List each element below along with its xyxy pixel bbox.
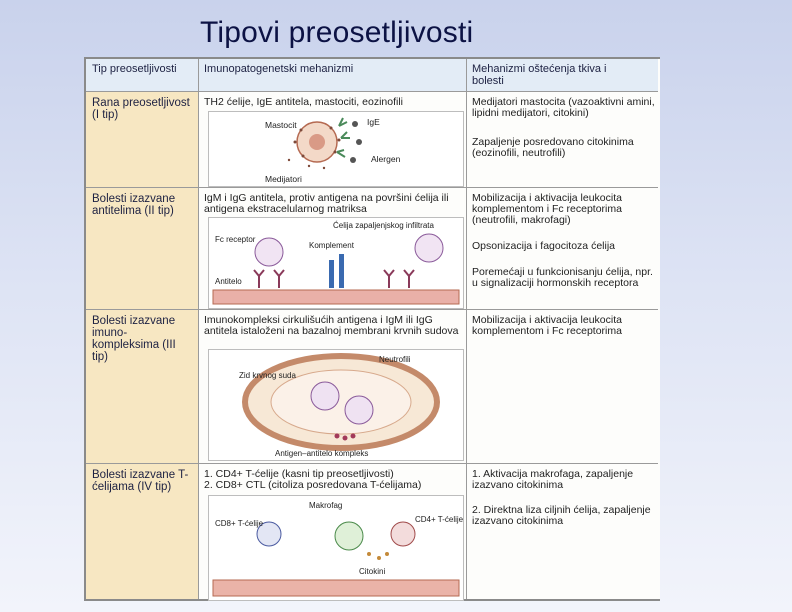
label-cd4-t-cells: CD4+ T-ćelije [415,515,463,524]
label-mastocyte: Mastocit [265,120,297,130]
column-divider [198,59,199,599]
row4-type: Bolesti izazvane T-ćelijama (IV tip) [92,469,189,493]
type2-diagram [208,217,464,309]
row4-mechanism-2: 2. CD8+ CTL (citoliza posredovana T-ćelijama) [204,479,422,491]
header-damage: Mehanizmi oštećenja tkiva i bolesti [472,63,607,87]
row3-damage-1: Mobilizacija i aktivacija leukocita komplementom i Fc receptorima [472,314,622,337]
leukocyte [255,238,283,266]
type4-diagram [208,495,464,601]
allergen-particles [350,121,362,163]
type1-diagram [208,111,464,187]
label-ige: IgE [367,117,380,127]
row2-mechanism: IgM i IgG antitela, protiv antigena na površini ćelija ili antigena ekstracelularnog matriksa [204,192,449,215]
label-antibody: Antitelo [215,277,242,286]
leukocyte [415,234,443,262]
label-allergen: Alergen [371,154,401,164]
row2-damage-2: Opsonizacija i fagocitoza ćelija [472,240,615,252]
mast-cell-nucleus [309,134,325,150]
t-cell-illustration [209,496,463,600]
label-vessel-wall: Zid krvnog suda [239,371,296,380]
row2-damage-3: Poremećaji u funkcionisanju ćelija, npr. u signalizaciji hormonskih receptora [472,266,653,289]
complement-molecules [329,254,344,288]
row4-damage-1: 1. Aktivacija makrofaga, zapaljenje izazvano citokinima [472,468,634,491]
label-inflammatory-cell: Ćelija zapaljenjskog infiltrata [333,221,434,230]
antibody-illustration [209,218,463,308]
row3-mechanism: Imunokompleksi cirkulišućih antigena i IgM ili IgG antitela istaloženi na bazalnoj membrani krvnih sudova [204,314,459,337]
slide-title: Tipovi preosetljivosti [200,16,474,49]
hypersensitivity-table [84,57,660,601]
target-cell-layer [213,290,459,304]
immune-complex-illustration [209,350,463,460]
row4-mechanism-1: 1. CD4+ T-ćelije (kasni tip preosetljivosti) [204,468,394,480]
macrophage [335,522,363,550]
row1-type: Rana preosetljivost (I tip) [92,97,190,121]
neutrophil [311,382,339,410]
column-divider [466,59,467,599]
label-cytokines: Citokini [359,567,386,576]
row-divider [86,91,658,92]
cytokine-dots [367,552,389,560]
tissue-layer [213,580,459,596]
label-macrophage: Makrofag [309,501,343,510]
type3-diagram [208,349,464,461]
neutrophil [345,396,373,424]
label-fc-receptor: Fc receptor [215,235,256,244]
row1-damage-2: Zapaljenje posredovano citokinima (eozinofili, neutrofili) [472,136,634,159]
label-cd8-t-cells: CD8+ T-ćelije [215,519,264,528]
row2-damage-1: Mobilizacija i aktivacija leukocita komplementom i Fc receptorima (neutrofili, makrofagi) [472,192,622,226]
mast-cell-illustration [209,112,463,186]
row2-type: Bolesti izazvane antitelima (II tip) [92,193,176,217]
row1-mechanism: TH2 ćelije, IgE antitela, mastociti, eozinofili [204,96,404,108]
label-immune-complex: Antigen–antitelo kompleks [275,449,369,458]
row-divider [86,463,658,464]
label-complement: Komplement [309,241,354,250]
label-mediators: Medijatori [265,174,302,184]
row3-type: Bolesti izazvane imuno-kompleksima (III tip) [92,315,176,363]
header-type: Tip preosetljivosti [92,63,177,75]
row1-damage-1: Medijatori mastocita (vazoaktivni amini, lipidni medijatori, citokini) [472,96,655,119]
ige-antibodies [337,118,350,157]
cd4-t-cell [391,522,415,546]
label-neutrophils: Neutrofili [379,355,411,364]
row4-damage-2: 2. Direktna liza ciljnih ćelija, zapaljenje izazvano citokinima [472,504,651,527]
header-mechanism: Imunopatogenetski mehanizmi [204,63,354,75]
